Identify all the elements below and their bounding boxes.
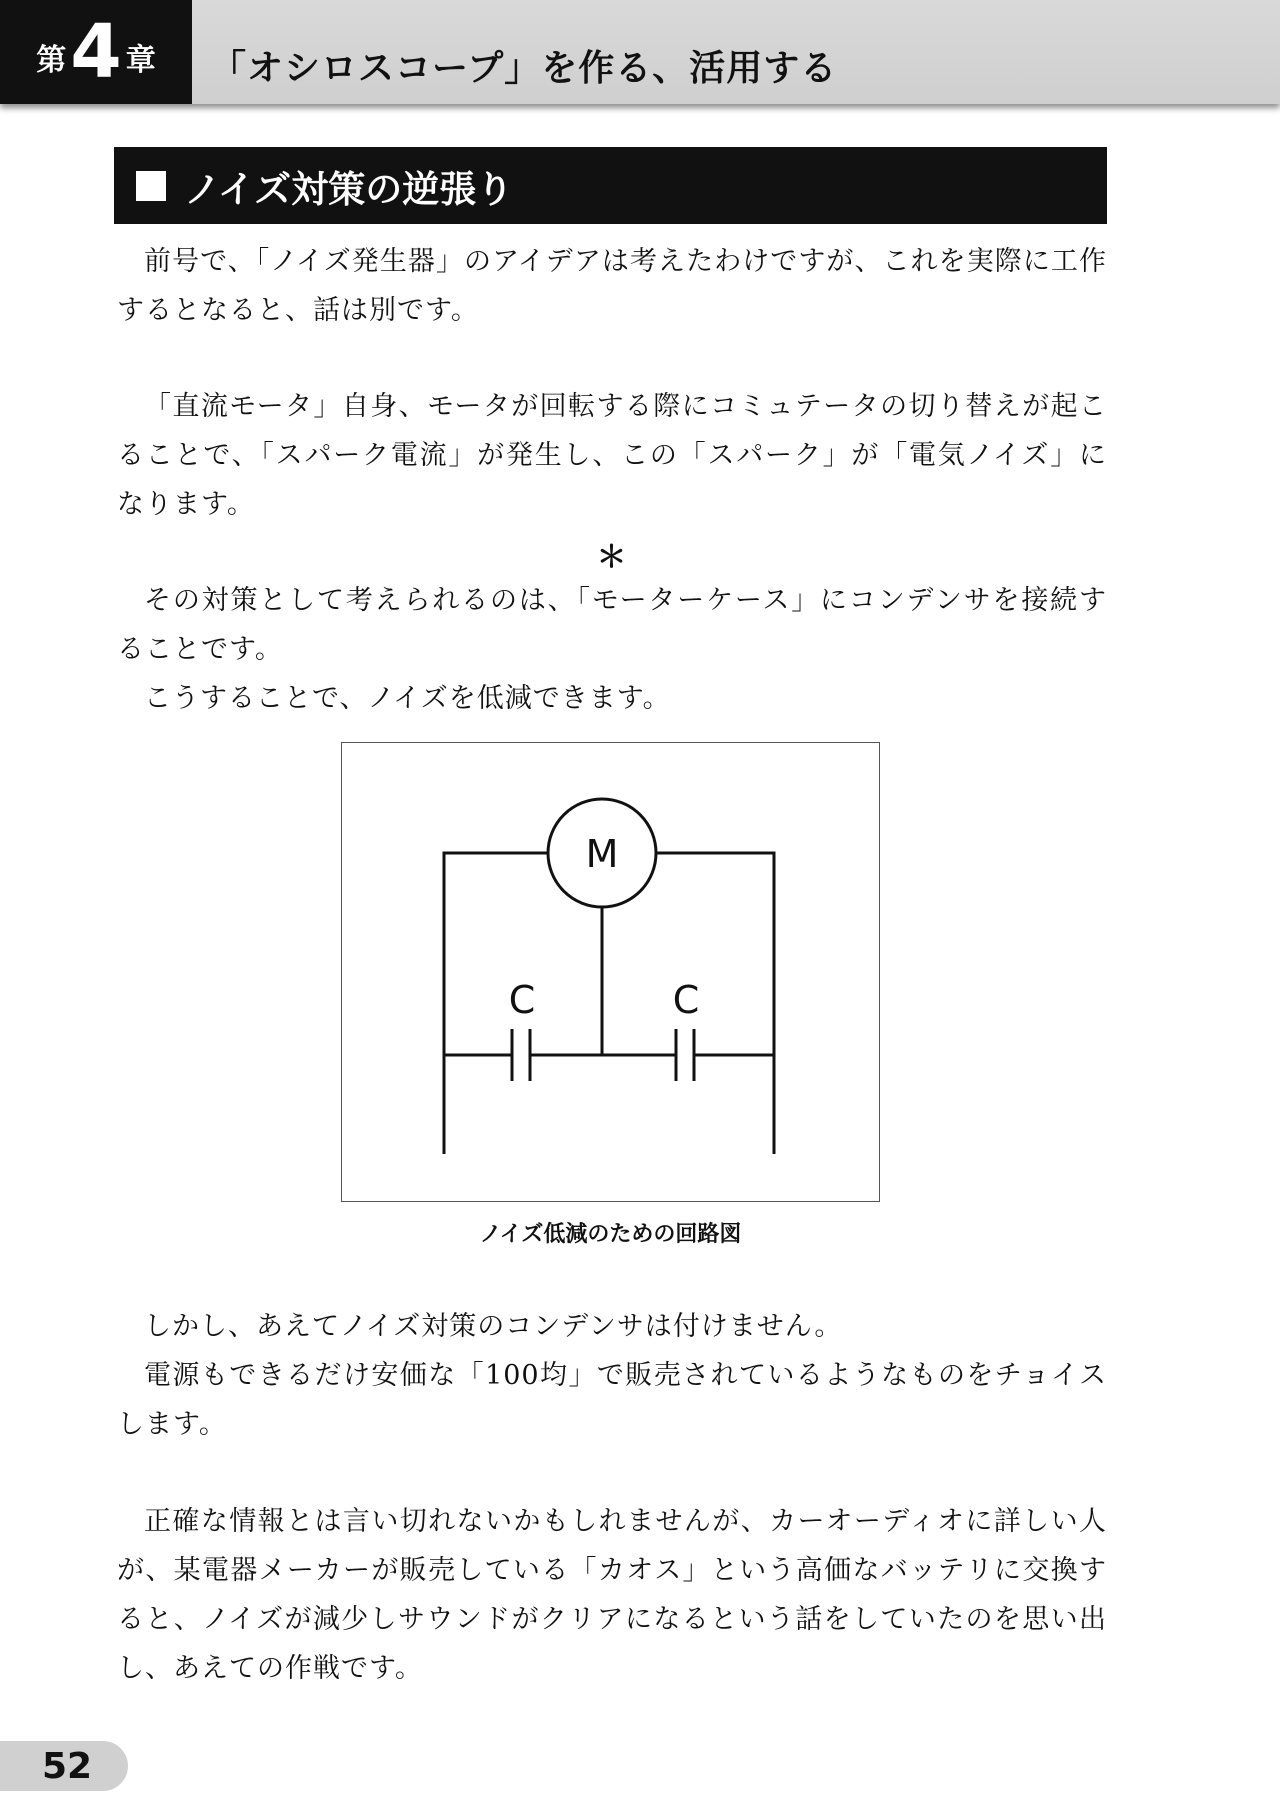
chapter-title: 「オシロスコープ」を作る、活用する — [210, 48, 838, 89]
motor-label: M — [585, 832, 619, 876]
paragraph-4: こうすることで、ノイズを低減できます。 — [144, 683, 671, 714]
circuit-diagram — [341, 742, 880, 1202]
chapter-label — [0, 0, 192, 104]
paragraph-6: 電源もできるだけ安価な「100均」で販売されているようなものをチョイスします。 — [117, 1360, 1107, 1440]
figure-caption: ノイズ低減のための回路図 — [479, 1222, 742, 1247]
paragraph-2: 「直流モータ」自身、モータが回転する際にコミュテータの切り替えが起こることで、「スパーク電流」が発生し、この「スパーク」が「電気ノイズ」になります。 — [117, 391, 1107, 520]
paragraph-3: その対策として考えられるのは、「モーターケース」にコンデンサを接続することです。 — [117, 585, 1107, 665]
chapter-prefix: 第 — [36, 43, 67, 78]
section-separator: ＊ — [596, 540, 627, 575]
paragraph-1: 前号で、「ノイズ発生器」のアイデアは考えたわけですが、これを実際に工作するとなると、話は別です。 — [117, 246, 1107, 326]
circuit-diagram-svg — [342, 743, 881, 1203]
section-heading — [114, 147, 1107, 224]
capacitor-left-label: C — [508, 978, 536, 1022]
chapter-number: 4 — [70, 9, 122, 95]
square-bullet-icon — [136, 171, 166, 201]
chapter-header-bar — [0, 0, 1280, 104]
paragraph-7: 正確な情報とは言い切れないかもしれませんが、カーオーディオに詳しい人が、某電器メーカーが販売している「カオス」という高価なバッテリに交換すると、ノイズが減少しサウンドがクリアになるという話をしていたのを思い出し、あえての作戦です。 — [117, 1506, 1107, 1684]
paragraph-5: しかし、あえてノイズ対策のコンデンサは付けません。 — [144, 1311, 843, 1342]
page-number: 52 — [0, 1741, 128, 1791]
capacitor-right-label: C — [672, 978, 700, 1022]
chapter-suffix: 章 — [125, 43, 156, 78]
section-title: ノイズ対策の逆張り — [184, 167, 514, 211]
